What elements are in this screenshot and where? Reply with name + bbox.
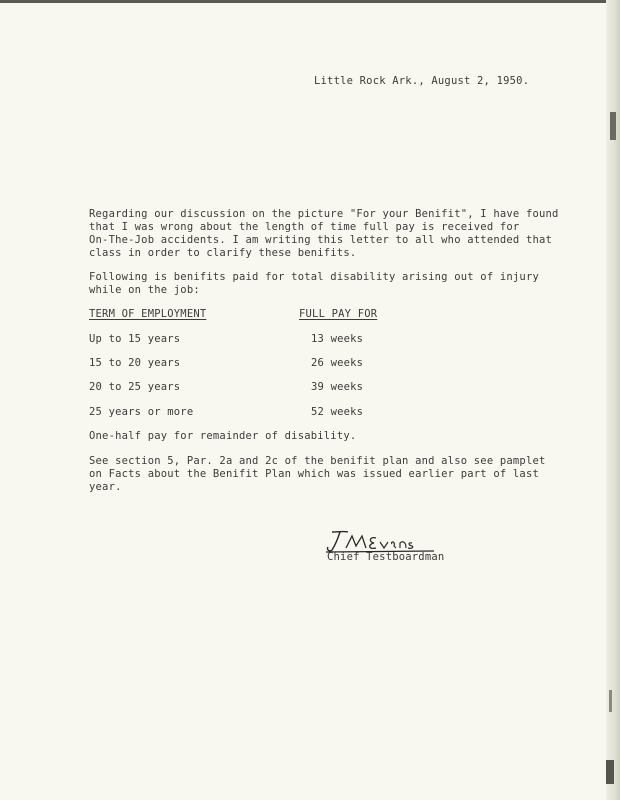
paragraph-3-line: year. [89,481,122,493]
table-cell-term: 15 to 20 years [89,357,181,369]
table-cell-term: Up to 15 years [89,333,181,345]
remainder-line: One-half pay for remainder of disability. [89,430,357,442]
paragraph-3-line: on Facts about the Benifit Plan which was issued earlier part of last [89,468,539,480]
paragraph-3-line: See section 5, Par. 2a and 2c of the benifit plan and also see pamplet [89,455,546,467]
table-cell-pay: 39 weeks [311,381,364,393]
table-cell-pay: 13 weeks [311,333,364,345]
table-header-pay: FULL PAY FOR [299,308,378,320]
edge-mark [606,760,614,784]
table-cell-term: 25 years or more [89,406,194,418]
paragraph-2-line: while on the job: [89,284,200,296]
table-cell-pay: 52 weeks [311,406,364,418]
table-cell-term: 20 to 25 years [89,381,181,393]
edge-mark [609,690,612,712]
paper-top-edge [0,0,620,3]
table-header-term: TERM OF EMPLOYMENT [89,308,207,320]
edge-mark [610,112,616,140]
paragraph-2-line: Following is benifits paid for total disability arising out of injury [89,271,539,283]
paragraph-1-line: that I was wrong about the length of time full pay is received for [89,221,520,233]
table-cell-pay: 26 weeks [311,357,364,369]
dateline: Little Rock Ark., August 2, 1950. [314,75,530,87]
paragraph-1-line: class in order to clarify these benifits. [89,247,357,259]
paragraph-1-line: On-The-Job accidents. I am writing this letter to all who attended that [89,234,553,246]
signer-title: Chief Testboardman [327,551,445,563]
paper-right-edge [606,0,620,800]
paragraph-1-line: Regarding our discussion on the picture "For your Benifit", I have found [89,208,559,220]
